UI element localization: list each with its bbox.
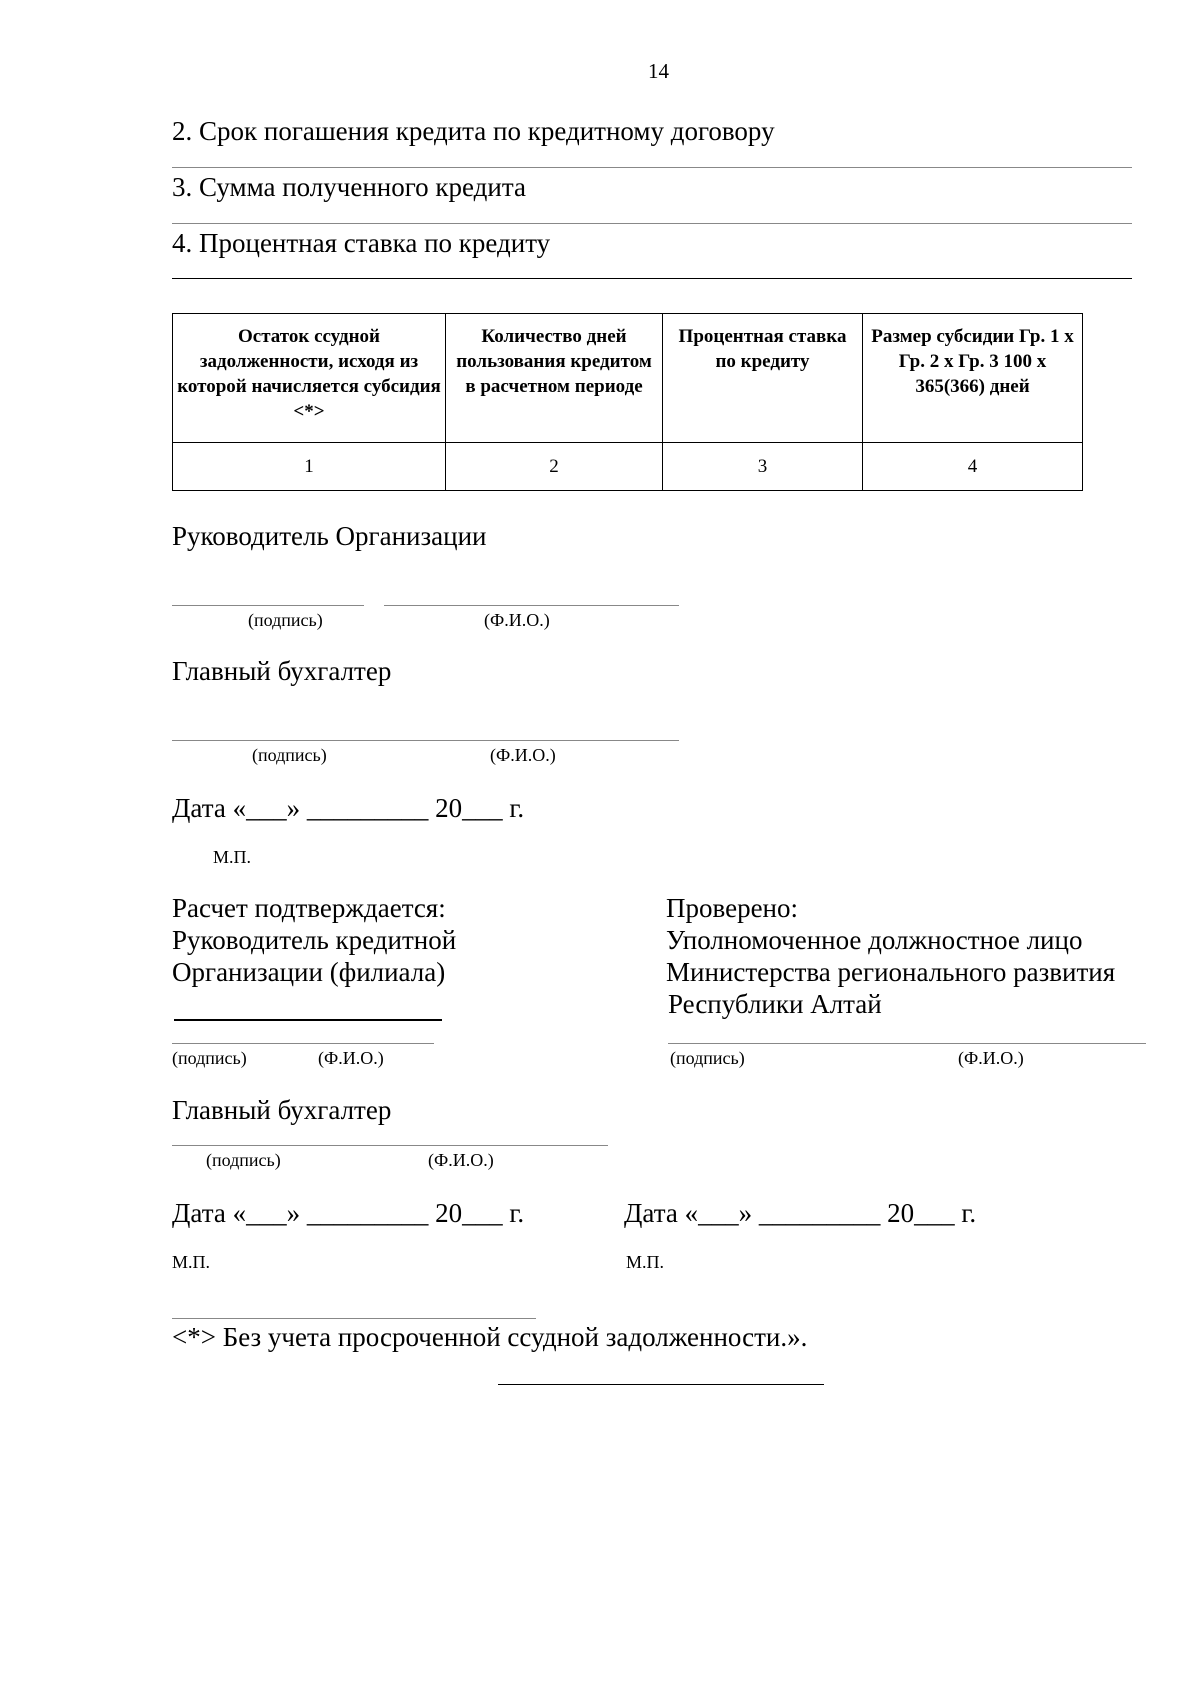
name-label: (Ф.И.О.) xyxy=(484,610,550,630)
field-repayment-term: 2. Срок погашения кредита по кредитному договору xyxy=(172,116,775,146)
signature-line xyxy=(668,1043,1146,1044)
confirm-role: Руководитель кредитной xyxy=(172,925,457,955)
table-cell: 4 xyxy=(863,443,1083,491)
field-loan-amount: 3. Сумма полученного кредита xyxy=(172,172,526,202)
confirm-heading: Расчет подтверждается: xyxy=(172,893,446,923)
footnote-separator xyxy=(172,1318,536,1319)
stamp-mark: М.П. xyxy=(626,1252,665,1272)
footnote: <*> Без учета просроченной ссудной задолженности.». xyxy=(172,1322,808,1352)
chief-accountant-title: Главный бухгалтер xyxy=(172,656,392,686)
signature-label: (подпись) xyxy=(670,1048,745,1068)
verified-heading: Проверено: xyxy=(666,893,799,923)
date-line: Дата «___» _________ 20___ г. xyxy=(172,793,525,823)
table-cell: 2 xyxy=(446,443,663,491)
field-line xyxy=(172,167,1132,168)
subsidy-table xyxy=(172,313,1083,491)
name-label: (Ф.И.О.) xyxy=(490,745,556,765)
name-label: (Ф.И.О.) xyxy=(318,1048,384,1068)
table-header: Количество дней пользования кредитом в расчетном периоде xyxy=(446,314,663,443)
name-label: (Ф.И.О.) xyxy=(428,1150,494,1170)
table-header: Процентная ставка по кредиту xyxy=(663,314,863,443)
date-line: Дата «___» _________ 20___ г. xyxy=(624,1198,977,1228)
table-row xyxy=(173,443,1083,491)
verified-role: Уполномоченное должностное лицо xyxy=(666,925,1083,955)
stamp-mark: М.П. xyxy=(172,1252,211,1272)
field-line xyxy=(172,223,1132,224)
signature-label: (подпись) xyxy=(172,1048,247,1068)
signature-line xyxy=(172,1145,608,1146)
page-number: 14 xyxy=(648,59,669,83)
table-header: Размер субсидии Гр. 1 x Гр. 2 x Гр. 3 100 x 365(366) дней xyxy=(863,314,1083,443)
verified-ministry: Министерства регионального развития xyxy=(666,957,1116,987)
field-line xyxy=(172,278,1132,279)
chief-accountant-title: Главный бухгалтер xyxy=(172,1095,392,1125)
signature-line xyxy=(172,1043,434,1044)
org-head-title: Руководитель Организации xyxy=(172,521,487,551)
field-interest-rate: 4. Процентная ставка по кредиту xyxy=(172,228,551,258)
table-cell: 3 xyxy=(663,443,863,491)
date-line: Дата «___» _________ 20___ г. xyxy=(172,1198,525,1228)
end-line xyxy=(498,1384,824,1385)
table-header-row xyxy=(173,314,1083,443)
name-label: (Ф.И.О.) xyxy=(958,1048,1024,1068)
signature-label: (подпись) xyxy=(248,610,323,630)
stamp-mark: М.П. xyxy=(213,847,252,867)
signature-line xyxy=(172,740,679,741)
signature-label: (подпись) xyxy=(252,745,327,765)
signature-line xyxy=(174,1019,442,1021)
signature-line xyxy=(172,605,364,606)
verified-republic: Республики Алтай xyxy=(668,989,882,1019)
table-header: Остаток ссудной задолженности, исходя из которой начисляется субсидия <*> xyxy=(173,314,446,443)
signature-label: (подпись) xyxy=(206,1150,281,1170)
name-line xyxy=(384,605,679,606)
confirm-org: Организации (филиала) xyxy=(172,957,446,987)
table-cell: 1 xyxy=(173,443,446,491)
